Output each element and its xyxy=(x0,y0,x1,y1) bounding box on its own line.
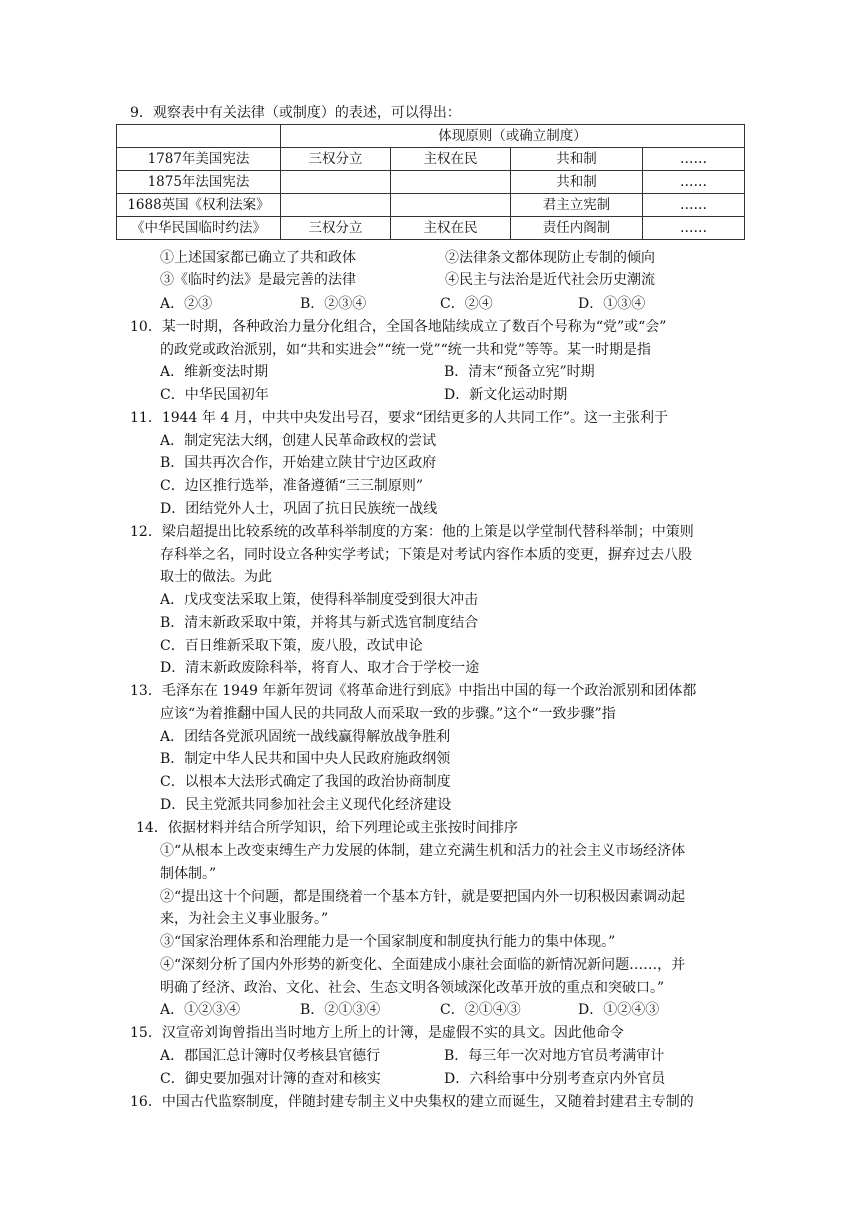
option-d[interactable]: D．团结党外人士，巩固了抗日民族统一战线 xyxy=(160,501,438,517)
option-d[interactable]: D．民主党派共同参加社会主义现代化经济建设 xyxy=(160,797,452,813)
q14-item-2-cont: 来，为社会主义事业服务。” xyxy=(160,911,329,927)
option-a[interactable]: A．维新变法时期 xyxy=(160,364,269,380)
law-table xyxy=(116,124,745,240)
option-a[interactable]: A．制定宪法大纲，创建人民革命政权的尝试 xyxy=(160,433,437,449)
option-c[interactable]: C．②①④③ xyxy=(440,1002,521,1018)
question-13-stem-cont: 应该“为着推翻中国人民的共同敌人而采取一致的步骤。”这个“一致步骤”指 xyxy=(160,706,616,722)
table-row xyxy=(117,217,745,240)
option-a[interactable]: A．团结各党派巩固统一战线赢得解放战争胜利 xyxy=(160,729,451,745)
table-cell: 1787年美国宪法 xyxy=(117,148,281,171)
table-cell: 共和制 xyxy=(511,171,643,194)
q14-item-2: ②“提出这十个问题，都是围绕着一个基本方针，就是要把国内外一切积极因素调动起 xyxy=(160,889,686,905)
q14-item-4: ④“深刻分析了国内外形势的新变化、全面建成小康社会面临的新情况新问题……，并 xyxy=(160,957,686,973)
q9-statement-4: ④民主与法治是近代社会历史潮流 xyxy=(445,272,655,288)
option-b[interactable]: B．②①③④ xyxy=(300,1002,381,1018)
question-12-stem-cont: 取士的做法。为此 xyxy=(160,569,272,585)
table-cell xyxy=(117,125,281,148)
option-a[interactable]: A．郡国汇总计簿时仅考核县官德行 xyxy=(160,1048,381,1064)
option-b[interactable]: B．制定中华人民共和国中央人民政府施政纲领 xyxy=(160,751,451,767)
option-c[interactable]: C．中华民国初年 xyxy=(160,387,269,403)
option-c[interactable]: C．边区推行选举，准备遵循“三三制原则” xyxy=(160,478,424,494)
table-cell: …… xyxy=(643,171,745,194)
table-cell: …… xyxy=(643,148,745,171)
table-cell: 1875年法国宪法 xyxy=(117,171,281,194)
table-cell: 共和制 xyxy=(511,148,643,171)
question-12-stem-cont: 存科举之名，同时设立各种实学考试；下策是对考试内容作本质的变更，摒弃过去八股 xyxy=(160,547,692,563)
table-cell: 三权分立 xyxy=(281,148,391,171)
table-cell xyxy=(391,194,511,217)
table-cell xyxy=(281,171,391,194)
q14-item-1: ①“从根本上改变束缚生产力发展的体制，建立充满生机和活力的社会主义市场经济体 xyxy=(160,843,686,859)
table-row xyxy=(117,148,745,171)
option-b[interactable]: B．国共再次合作，开始建立陕甘宁边区政府 xyxy=(160,455,437,471)
q14-item-4-cont: 明确了经济、政治、文化、社会、生态文明各领域深化改革开放的重点和突破口。” xyxy=(160,980,665,996)
question-13-stem: 13．毛泽东在 1949 年新年贺词《将革命进行到底》中指出中国的每一个政治派别和团体都 xyxy=(130,683,697,699)
table-row xyxy=(117,171,745,194)
option-d[interactable]: D．①③④ xyxy=(578,296,646,312)
question-12-stem: 12．梁启超提出比较系统的改革科举制度的方案：他的上策是以学堂制代替科举制；中策则 xyxy=(130,524,694,540)
option-c[interactable]: C．以根本大法形式确定了我国的政治协商制度 xyxy=(160,774,451,790)
option-c[interactable]: C．百日维新采取下策，废八股，改试申论 xyxy=(160,638,423,654)
question-9-stem: 9．观察表中有关法律（或制度）的表述，可以得出： xyxy=(130,105,461,121)
table-cell: 君主立宪制 xyxy=(511,194,643,217)
table-cell: 三权分立 xyxy=(281,217,391,240)
table-cell xyxy=(281,194,391,217)
table-cell: …… xyxy=(643,217,745,240)
question-14-stem: 14．依据材料并结合所学知识，给下列理论或主张按时间排序 xyxy=(136,820,518,836)
option-b[interactable]: B．清末新政采取中策，并将其与新式选官制度结合 xyxy=(160,615,479,631)
table-cell: 主权在民 xyxy=(391,217,511,240)
option-a[interactable]: A．戊戌变法采取上策，使得科举制度受到很大冲击 xyxy=(160,592,479,608)
table-cell: …… xyxy=(643,194,745,217)
question-11-stem: 11．1944 年 4 月，中共中央发出号召，要求“团结更多的人共同工作”。这一主张利于 xyxy=(130,410,669,426)
option-b[interactable]: B．清末“预备立宪”时期 xyxy=(444,364,595,380)
option-b[interactable]: B．②③④ xyxy=(300,296,367,312)
question-10-stem: 10．某一时期，各种政治力量分化组合，全国各地陆续成立了数百个号称为“党”或“会” xyxy=(130,319,667,335)
table-row xyxy=(117,194,745,217)
q14-item-3: ③“国家治理体系和治理能力是一个国家制度和制度执行能力的集中体现。” xyxy=(160,934,616,950)
question-15-stem: 15．汉宣帝刘询曾指出当时地方上所上的计簿，是虚假不实的具文。因此他命令 xyxy=(130,1025,624,1041)
question-16-stem: 16．中国古代监察制度，伴随封建专制主义中央集权的建立而诞生，又随着封建君主专制的 xyxy=(130,1094,694,1110)
q9-statement-1: ①上述国家都已确立了共和政体 xyxy=(160,250,356,266)
option-c[interactable]: C．②④ xyxy=(440,296,493,312)
option-d[interactable]: D．六科给事中分别考查京内外官员 xyxy=(444,1071,666,1087)
option-c[interactable]: C．御史要加强对计簿的查对和核实 xyxy=(160,1071,381,1087)
table-header-row xyxy=(117,125,745,148)
option-a[interactable]: A．①②③④ xyxy=(160,1002,241,1018)
option-d[interactable]: D．新文化运动时期 xyxy=(444,387,568,403)
question-10-stem-cont: 的政党或政治派别，如“共和实进会”“统一党”“统一共和党”等等。某一时期是指 xyxy=(160,342,651,358)
table-cell: 责任内阁制 xyxy=(511,217,643,240)
table-header-cell: 体现原则（或确立制度） xyxy=(281,125,745,148)
q14-item-1-cont: 制体制。” xyxy=(160,866,217,882)
table-cell: 1688英国《权利法案》 xyxy=(117,194,281,217)
option-a[interactable]: A．②③ xyxy=(160,296,213,312)
table-cell: 主权在民 xyxy=(391,148,511,171)
table-cell xyxy=(391,171,511,194)
option-d[interactable]: D．①②④③ xyxy=(578,1002,660,1018)
q9-statement-2: ②法律条文都体现防止专制的倾向 xyxy=(445,250,655,266)
option-b[interactable]: B．每三年一次对地方官员考满审计 xyxy=(444,1048,665,1064)
q9-statement-3: ③《临时约法》是最完善的法律 xyxy=(160,272,356,288)
table-cell: 《中华民国临时约法》 xyxy=(117,217,281,240)
option-d[interactable]: D．清末新政废除科举，将育人、取才合于学校一途 xyxy=(160,660,480,676)
